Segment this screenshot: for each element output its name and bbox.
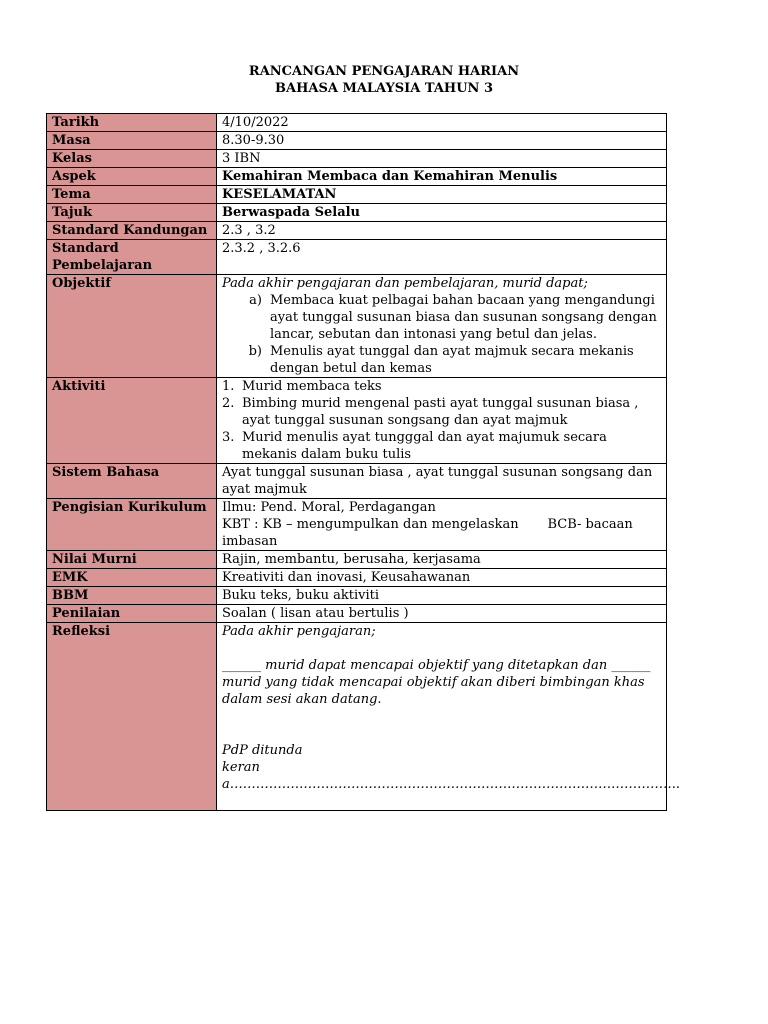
table-row: [47, 186, 667, 204]
value-tema: KESELAMATAN: [217, 186, 667, 204]
label-sistem-bahasa: Sistem Bahasa: [47, 464, 217, 499]
spacer: [222, 640, 661, 657]
label-standard-pembelajaran: Standard Pembelajaran: [47, 240, 217, 275]
list-item: [222, 292, 661, 343]
value-penilaian: Soalan ( lisan atau bertulis ): [217, 605, 667, 623]
refleksi-line: ______ murid dapat mencapai objektif yang ditetapkan dan ______ murid yang tidak mencapai objektif akan diberi bimbingan khas dalam sesi akan datang.: [222, 658, 651, 707]
label-masa: Masa: [47, 132, 217, 150]
value-aktiviti: [217, 378, 667, 464]
value-objektif: [217, 275, 667, 378]
table-row: [47, 168, 667, 186]
table-row: [47, 378, 667, 464]
list-text: Membaca kuat pelbagai bahan bacaan yang mengandungi ayat tunggal susunan biasa dan susunan songsang dengan lancar, sebutan dan intonasi yang betul dan jelas.: [270, 293, 657, 342]
label-emk: EMK: [47, 569, 217, 587]
spacer: [222, 725, 661, 742]
label-aspek: Aspek: [47, 168, 217, 186]
list-text: Murid menulis ayat tungggal dan ayat majumuk secara mekanis dalam buku tulis: [242, 430, 607, 462]
table-row: [47, 114, 667, 132]
value-tajuk: Berwaspada Selalu: [217, 204, 667, 222]
table-row: [47, 464, 667, 499]
value-masa: 8.30-9.30: [217, 132, 667, 150]
label-aktiviti: Aktiviti: [47, 378, 217, 464]
label-bbm: BBM: [47, 587, 217, 605]
list-text: Bimbing murid mengenal pasti ayat tunggal susunan biasa , ayat tunggal susunan songsang dan ayat majmuk: [242, 396, 639, 428]
spacer: [222, 708, 661, 725]
label-penilaian: Penilaian: [47, 605, 217, 623]
refleksi-pdp-title: PdP ditunda: [222, 743, 303, 758]
list-text: Murid membaca teks: [242, 379, 382, 394]
value-kelas: 3 IBN: [217, 150, 667, 168]
value-standard-kandungan: 2.3 , 3.2: [217, 222, 667, 240]
value-emk: Kreativiti dan inovasi, Keusahawanan: [217, 569, 667, 587]
table-row: [47, 623, 667, 811]
label-tarikh: Tarikh: [47, 114, 217, 132]
list-text: Menulis ayat tunggal dan ayat majmuk secara mekanis dengan betul dan kemas: [270, 344, 634, 376]
list-marker: b): [248, 344, 262, 359]
list-item: [222, 343, 661, 377]
label-tajuk: Tajuk: [47, 204, 217, 222]
table-row: [47, 499, 667, 551]
value-refleksi: [217, 623, 681, 811]
table-row: [47, 222, 667, 240]
table-row: [47, 551, 667, 569]
pengisian-line-2: KBT : KB – mengumpulkan dan mengelaskan BCB- bacaan imbasan: [222, 517, 637, 549]
list-marker: a): [249, 293, 262, 308]
list-item: [222, 395, 661, 429]
table-row: [47, 605, 667, 623]
lesson-plan-table: [46, 113, 681, 811]
table-row: [47, 240, 667, 275]
label-standard-kandungan: Standard Kandungan: [47, 222, 217, 240]
list-item: [222, 378, 661, 395]
document-subtitle: BAHASA MALAYSIA TAHUN 3: [275, 81, 493, 96]
table-row: [47, 132, 667, 150]
table-row: [47, 587, 667, 605]
value-aspek: Kemahiran Membaca dan Kemahiran Menulis: [217, 168, 667, 186]
table-row: [47, 569, 667, 587]
label-refleksi: Refleksi: [47, 623, 217, 811]
document-title: RANCANGAN PENGAJARAN HARIAN: [248, 64, 520, 79]
value-sistem-bahasa: Ayat tunggal susunan biasa , ayat tunggal susunan songsang dan ayat majmuk: [217, 464, 667, 499]
table-row: [47, 204, 667, 222]
label-kelas: Kelas: [47, 150, 217, 168]
list-marker: 2.: [222, 396, 235, 411]
label-nilai-murni: Nilai Murni: [47, 551, 217, 569]
pengisian-line-1: Ilmu: Pend. Moral, Perdagangan: [222, 500, 436, 515]
list-marker: 3.: [222, 430, 235, 445]
label-objektif: Objektif: [47, 275, 217, 378]
label-pengisian-kurikulum: Pengisian Kurikulum: [47, 499, 217, 551]
value-tarikh: 4/10/2022: [217, 114, 667, 132]
value-nilai-murni: Rajin, membantu, berusaha, kerjasama: [217, 551, 667, 569]
table-row: [47, 275, 667, 378]
refleksi-pdp-line: kerana…………………………………………………………………………………………..: [222, 760, 681, 792]
objektif-intro: Pada akhir pengajaran dan pembelajaran, murid dapat;: [222, 276, 588, 291]
list-item: [222, 429, 661, 463]
value-pengisian-kurikulum: [217, 499, 667, 551]
label-tema: Tema: [47, 186, 217, 204]
value-standard-pembelajaran: 2.3.2 , 3.2.6: [217, 240, 667, 275]
value-bbm: Buku teks, buku aktiviti: [217, 587, 667, 605]
refleksi-intro: Pada akhir pengajaran;: [222, 624, 376, 639]
table-row: [47, 150, 667, 168]
list-marker: 1.: [222, 379, 235, 394]
